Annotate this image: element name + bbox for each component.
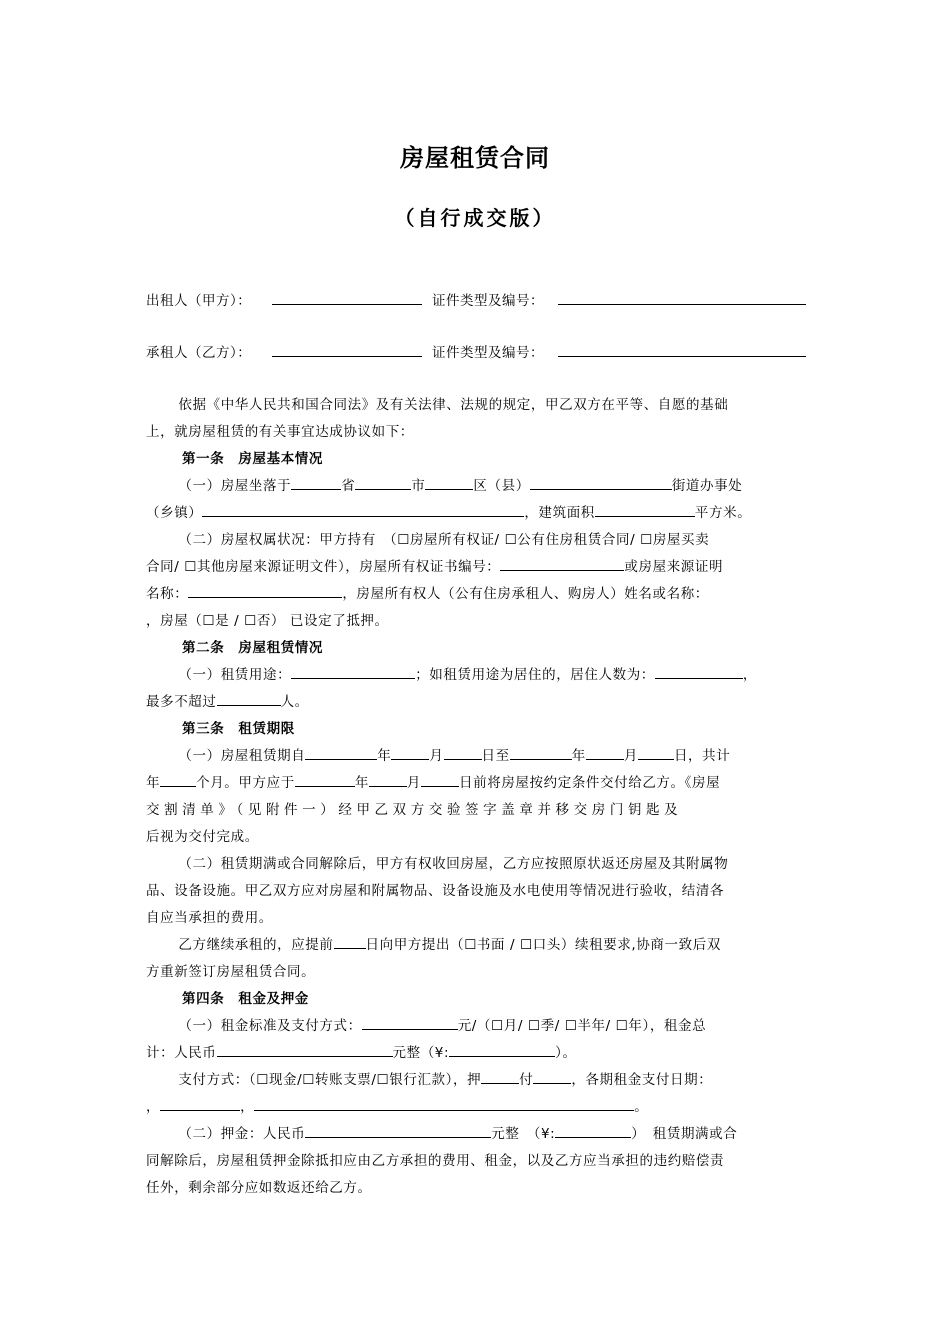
article-3-line: 乙方继续承租的，应提前 日向甲方提出（☐书面 / ☐口头）续租要求,协商一致后双 <box>146 932 806 959</box>
article-4-heading: 第四条 租金及押金 <box>182 991 309 1007</box>
intro-line-2: 上，就房屋租赁的有关事宜达成协议如下： <box>146 424 414 440</box>
end-year-blank[interactable] <box>510 745 572 760</box>
rent-amount-blank[interactable] <box>362 1015 458 1030</box>
article-4-line: 同解除后，房屋租赁押金除抵扣应由乙方承担的费用、租金，以及乙方应当承担的违约赔偿责 <box>146 1153 725 1169</box>
article-3-line: 方重新签订房屋租赁合同。 <box>146 964 316 980</box>
pay-months-blank[interactable] <box>533 1069 571 1084</box>
article-2-line: （一）租赁用途： ；如租赁用途为居住的，居住人数为： ， <box>146 662 806 689</box>
article-3-heading: 第三条 租赁期限 <box>182 721 295 737</box>
article-1-line: （二）房屋权属状况：甲方持有 （☐房屋所有权证/ ☐公有住房租赁合同/ ☐房屋买卖 <box>178 532 710 548</box>
lessee-label: 承租人（乙方）： <box>146 345 252 361</box>
article-3-line: 交割清单》（见附件一）经甲乙双方交验签字盖章并移交房门钥匙及 <box>146 802 683 818</box>
article-1-heading: 第一条 房屋基本情况 <box>182 451 323 467</box>
article-3-line: （二）租赁期满或合同解除后，甲方有权收回房屋，乙方应按照原状返还房屋及其附属物 <box>178 856 729 872</box>
renewal-days-blank[interactable] <box>334 934 366 949</box>
deposit-words-blank[interactable] <box>305 1123 491 1138</box>
lessee-name-blank[interactable] <box>272 356 422 357</box>
source-name-blank[interactable] <box>188 583 342 598</box>
lessor-id-blank[interactable] <box>558 304 806 305</box>
contract-body <box>146 392 806 1202</box>
lessee-id-label: 证件类型及编号： <box>432 345 544 361</box>
lessor-label: 出租人（甲方）： <box>146 293 252 309</box>
article-2-heading: 第二条 房屋租赁情况 <box>182 640 323 656</box>
district-blank[interactable] <box>425 475 473 490</box>
article-2-line: 最多不超过 人。 <box>146 689 806 716</box>
payment-date-blank[interactable] <box>160 1096 240 1111</box>
delivery-year-blank[interactable] <box>295 772 355 787</box>
article-4-line: ， ， 。 <box>146 1094 806 1121</box>
start-day-blank[interactable] <box>444 745 482 760</box>
article-1-line: ，房屋（☐是 / ☐否） 已设定了抵押。 <box>146 613 389 629</box>
area-blank[interactable] <box>595 502 695 517</box>
rent-total-words-blank[interactable] <box>217 1042 393 1057</box>
article-4-line: （一）租金标准及支付方式： 元/（☐月/ ☐季/ ☐半年/ ☐年），租金总 <box>146 1013 806 1040</box>
end-day-blank[interactable] <box>638 745 674 760</box>
certificate-number-blank[interactable] <box>500 556 624 571</box>
article-1-line: （乡镇） ，建筑面积 平方米。 <box>146 500 806 527</box>
delivery-day-blank[interactable] <box>421 772 459 787</box>
max-residents-blank[interactable] <box>217 691 281 706</box>
article-4-line: 计：人民币 元整（¥: ）。 <box>146 1040 806 1067</box>
city-blank[interactable] <box>355 475 411 490</box>
article-3-line: 年 个月。甲方应于 年 月 日前将房屋按约定条件交付给乙方。《房屋 <box>146 770 806 797</box>
lessor-id-label: 证件类型及编号： <box>432 293 544 309</box>
lessee-id-blank[interactable] <box>558 356 806 357</box>
deposit-months-blank[interactable] <box>481 1069 519 1084</box>
end-month-blank[interactable] <box>586 745 624 760</box>
province-blank[interactable] <box>291 475 341 490</box>
article-3-line: 自应当承担的费用。 <box>146 910 273 926</box>
delivery-month-blank[interactable] <box>369 772 407 787</box>
street-blank[interactable] <box>530 475 672 490</box>
start-month-blank[interactable] <box>391 745 429 760</box>
payment-dates-blank[interactable] <box>254 1096 634 1111</box>
start-year-blank[interactable] <box>305 745 377 760</box>
term-years-blank[interactable] <box>160 772 196 787</box>
deposit-number-blank[interactable] <box>555 1123 631 1138</box>
intro-line-1: 依据《中华人民共和国合同法》及有关法律、法规的规定，甲乙双方在平等、自愿的基础 <box>178 397 729 413</box>
article-4-line: 任外，剩余部分应如数返还给乙方。 <box>146 1180 372 1196</box>
document-title: 房屋租赁合同 <box>400 144 550 172</box>
article-4-line: 支付方式：（☐现金/☐转账支票/☐银行汇款），押 付 ，各期租金支付日期： <box>146 1067 806 1094</box>
article-4-line: （二）押金：人民币 元整 （¥: ） 租赁期满或合 <box>146 1121 806 1148</box>
article-3-line: 后视为交付完成。 <box>146 829 259 845</box>
article-1-line: （一）房屋坐落于 省 市 区（县） 街道办事处 <box>146 473 806 500</box>
article-3-line: （一）房屋租赁期自 年 月 日至 年 月 日，共计 <box>146 743 806 770</box>
usage-blank[interactable] <box>291 664 415 679</box>
article-3-line: 品、设备设施。甲乙双方应对房屋和附属物品、设备设施及水电使用等情况进行验收，结清各 <box>146 883 725 899</box>
residents-blank[interactable] <box>655 664 743 679</box>
article-1-line: 合同/ ☐其他房屋来源证明文件），房屋所有权证书编号： 或房屋来源证明 <box>146 554 806 581</box>
article-1-line: 名称： ，房屋所有权人（公有住房承租人、购房人）姓名或名称： <box>146 581 806 608</box>
rent-total-number-blank[interactable] <box>449 1042 555 1057</box>
address-blank[interactable] <box>202 502 524 517</box>
lessor-name-blank[interactable] <box>272 304 422 305</box>
document-subtitle: （自行成交版） <box>394 206 556 230</box>
